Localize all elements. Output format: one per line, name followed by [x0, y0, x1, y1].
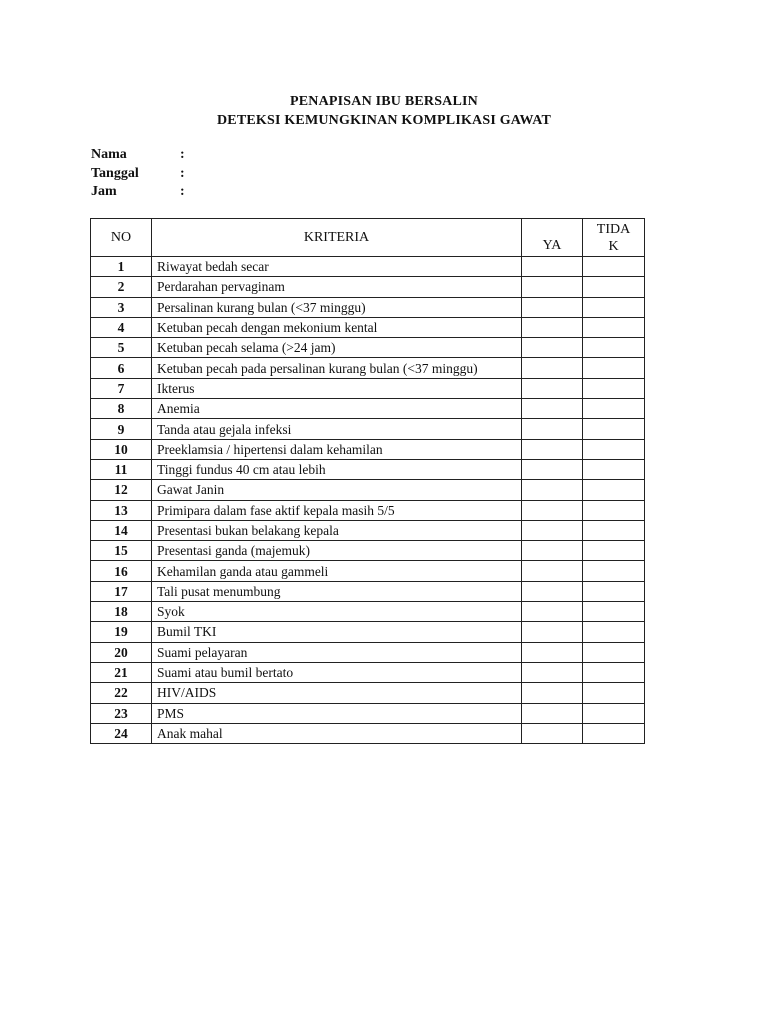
ya-cell[interactable]: [522, 419, 583, 439]
field-label-tanggal: Tanggal: [91, 166, 139, 181]
table-row: [91, 317, 645, 337]
ya-cell[interactable]: [522, 561, 583, 581]
row-number: 7: [91, 378, 152, 398]
row-criterion: Anemia: [152, 399, 522, 419]
table-row: [91, 277, 645, 297]
table-row: [91, 439, 645, 459]
table-row: [91, 541, 645, 561]
row-number: 20: [91, 642, 152, 662]
ya-cell[interactable]: [522, 723, 583, 743]
table-row: [91, 642, 645, 662]
table-row: [91, 297, 645, 317]
table-row: [91, 703, 645, 723]
row-criterion: HIV/AIDS: [152, 683, 522, 703]
table-row: [91, 581, 645, 601]
field-nama: [91, 147, 185, 165]
ya-cell[interactable]: [522, 541, 583, 561]
tidak-cell[interactable]: [583, 277, 645, 297]
ya-cell[interactable]: [522, 439, 583, 459]
tidak-cell[interactable]: [583, 541, 645, 561]
row-criterion: Persalinan kurang bulan (<37 minggu): [152, 297, 522, 317]
table-header-row: [91, 219, 645, 257]
document-subtitle: DETEKSI KEMUNGKINAN KOMPLIKASI GAWAT: [216, 113, 552, 128]
ya-cell[interactable]: [522, 459, 583, 479]
ya-cell[interactable]: [522, 662, 583, 682]
table-row: [91, 520, 645, 540]
document-title: PENAPISAN IBU BERSALIN: [290, 94, 478, 109]
tidak-cell[interactable]: [583, 297, 645, 317]
tidak-cell[interactable]: [583, 723, 645, 743]
row-criterion: Presentasi ganda (majemuk): [152, 541, 522, 561]
table-row: [91, 683, 645, 703]
field-colon: :: [180, 184, 185, 199]
ya-cell[interactable]: [522, 703, 583, 723]
row-number: 18: [91, 602, 152, 622]
header-tidak-line1: TIDA: [596, 221, 631, 237]
row-number: 2: [91, 277, 152, 297]
table-row: [91, 500, 645, 520]
table-row: [91, 399, 645, 419]
field-label-jam: Jam: [91, 184, 117, 199]
row-number: 19: [91, 622, 152, 642]
field-tanggal: [91, 166, 185, 184]
row-number: 23: [91, 703, 152, 723]
table-row: [91, 602, 645, 622]
row-criterion: Riwayat bedah secar: [152, 257, 522, 277]
ya-cell[interactable]: [522, 399, 583, 419]
table-row: [91, 459, 645, 479]
tidak-cell[interactable]: [583, 662, 645, 682]
row-criterion: Primipara dalam fase aktif kepala masih 5/5: [152, 500, 522, 520]
tidak-cell[interactable]: [583, 419, 645, 439]
table-row: [91, 480, 645, 500]
row-criterion: Ketuban pecah selama (>24 jam): [152, 338, 522, 358]
ya-cell[interactable]: [522, 358, 583, 378]
row-criterion: Ketuban pecah pada persalinan kurang bulan (<37 minggu): [152, 358, 522, 378]
tidak-cell[interactable]: [583, 439, 645, 459]
header-tidak-line2: K: [608, 238, 619, 254]
row-number: 12: [91, 480, 152, 500]
row-number: 4: [91, 317, 152, 337]
tidak-cell[interactable]: [583, 520, 645, 540]
field-jam: [91, 184, 185, 202]
row-criterion: Suami atau bumil bertato: [152, 662, 522, 682]
row-number: 11: [91, 459, 152, 479]
ya-cell[interactable]: [522, 257, 583, 277]
field-label-nama: Nama: [91, 147, 127, 162]
row-criterion: Anak mahal: [152, 723, 522, 743]
ya-cell[interactable]: [522, 338, 583, 358]
row-number: 16: [91, 561, 152, 581]
criteria-table: [90, 218, 645, 744]
field-colon: :: [180, 166, 185, 181]
ya-cell[interactable]: [522, 520, 583, 540]
tidak-cell[interactable]: [583, 317, 645, 337]
ya-cell[interactable]: [522, 480, 583, 500]
ya-cell[interactable]: [522, 683, 583, 703]
row-criterion: Bumil TKI: [152, 622, 522, 642]
row-number: 9: [91, 419, 152, 439]
row-number: 3: [91, 297, 152, 317]
field-colon: :: [180, 147, 185, 162]
row-number: 1: [91, 257, 152, 277]
ya-cell[interactable]: [522, 581, 583, 601]
row-criterion: Gawat Janin: [152, 480, 522, 500]
row-number: 15: [91, 541, 152, 561]
tidak-cell[interactable]: [583, 602, 645, 622]
table-row: [91, 662, 645, 682]
row-number: 10: [91, 439, 152, 459]
ya-cell[interactable]: [522, 642, 583, 662]
row-number: 8: [91, 399, 152, 419]
header-no: NO: [91, 219, 152, 257]
row-criterion: PMS: [152, 703, 522, 723]
ya-cell[interactable]: [522, 317, 583, 337]
ya-cell[interactable]: [522, 378, 583, 398]
tidak-cell[interactable]: [583, 561, 645, 581]
table-row: [91, 358, 645, 378]
tidak-cell[interactable]: [583, 378, 645, 398]
row-number: 21: [91, 662, 152, 682]
row-criterion: Perdarahan pervaginam: [152, 277, 522, 297]
row-criterion: Kehamilan ganda atau gammeli: [152, 561, 522, 581]
row-number: 24: [91, 723, 152, 743]
ya-cell[interactable]: [522, 602, 583, 622]
header-tidak: [583, 219, 645, 257]
tidak-cell[interactable]: [583, 581, 645, 601]
table-row: [91, 419, 645, 439]
tidak-cell[interactable]: [583, 500, 645, 520]
tidak-cell[interactable]: [583, 642, 645, 662]
ya-cell[interactable]: [522, 500, 583, 520]
tidak-cell[interactable]: [583, 399, 645, 419]
row-number: 5: [91, 338, 152, 358]
header-kriteria: KRITERIA: [152, 219, 522, 257]
ya-cell[interactable]: [522, 622, 583, 642]
row-number: 17: [91, 581, 152, 601]
row-number: 14: [91, 520, 152, 540]
table-row: [91, 338, 645, 358]
table-row: [91, 622, 645, 642]
tidak-cell[interactable]: [583, 338, 645, 358]
row-criterion: Tali pusat menumbung: [152, 581, 522, 601]
row-criterion: Presentasi bukan belakang kepala: [152, 520, 522, 540]
row-criterion: Tanda atau gejala infeksi: [152, 419, 522, 439]
ya-cell[interactable]: [522, 277, 583, 297]
row-number: 22: [91, 683, 152, 703]
table-row: [91, 257, 645, 277]
row-criterion: Suami pelayaran: [152, 642, 522, 662]
table-row: [91, 723, 645, 743]
tidak-cell[interactable]: [583, 683, 645, 703]
tidak-cell[interactable]: [583, 480, 645, 500]
header-ya: YA: [522, 219, 583, 257]
tidak-cell[interactable]: [583, 703, 645, 723]
table-row: [91, 561, 645, 581]
row-number: 13: [91, 500, 152, 520]
tidak-cell[interactable]: [583, 257, 645, 277]
tidak-cell[interactable]: [583, 358, 645, 378]
tidak-cell[interactable]: [583, 459, 645, 479]
row-criterion: Tinggi fundus 40 cm atau lebih: [152, 459, 522, 479]
row-number: 6: [91, 358, 152, 378]
row-criterion: Syok: [152, 602, 522, 622]
row-criterion: Preeklamsia / hipertensi dalam kehamilan: [152, 439, 522, 459]
ya-cell[interactable]: [522, 297, 583, 317]
table-row: [91, 378, 645, 398]
tidak-cell[interactable]: [583, 622, 645, 642]
row-criterion: Ikterus: [152, 378, 522, 398]
row-criterion: Ketuban pecah dengan mekonium kental: [152, 317, 522, 337]
